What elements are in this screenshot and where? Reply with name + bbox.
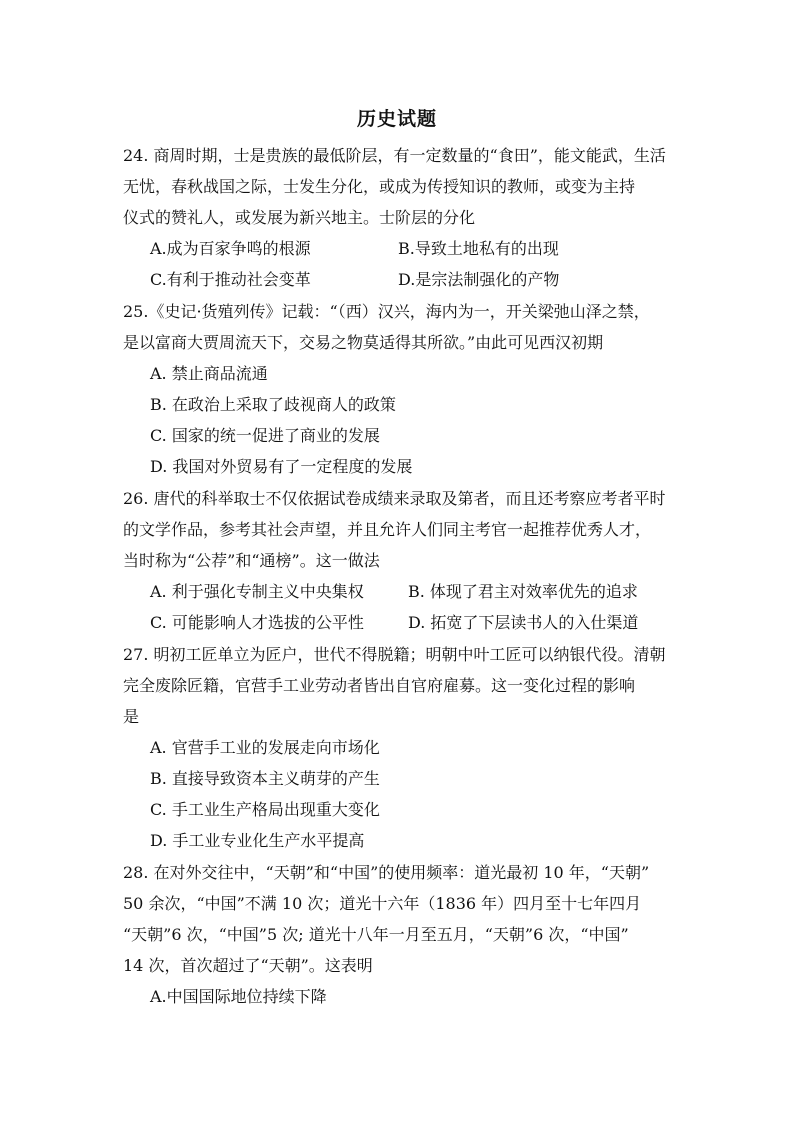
q28-stem-line: “天朝”6 次，“中国”5 次; 道光十八年一月至五月，“天朝”6 次，“中国” (123, 925, 629, 944)
q25-stem-line: 是以富商大贾周流天下，交易之物莫适得其所欲。”由此可见西汉初期 (123, 333, 604, 352)
page-title: 历史试题 (356, 108, 437, 130)
q27-option-a: A. 官营手工业的发展走向市场化 (150, 738, 380, 757)
q28-stem-line: 50 余次，“中国”不满 10 次；道光十六年（1836 年）四月至十七年四月 (123, 894, 642, 913)
q25-stem-line: 25.《史记·货殖列传》记载：“（西）汉兴，海内为一，开关梁弛山泽之禁， (123, 302, 650, 321)
q24-stem-line: 24. 商周时期，士是贵族的最低阶层，有一定数量的“食田”，能文能武，生活 (123, 146, 666, 165)
q27-option-b: B. 直接导致资本主义萌芽的产生 (150, 769, 380, 788)
q28-stem-line: 28. 在对外交往中，“天朝”和“中国”的使用频率：道光最初 10 年，“天朝” (123, 863, 650, 882)
q25-option-b: B. 在政治上采取了歧视商人的政策 (150, 395, 396, 414)
q26-option-b: B. 体现了君主对效率优先的追求 (408, 582, 638, 601)
q27-stem-line: 完全废除匠籍，官营手工业劳动者皆出自官府雇募。这一变化过程的影响 (123, 676, 636, 695)
q27-option-c: C. 手工业生产格局出现重大变化 (150, 800, 380, 819)
q24-option-c: C.有利于推动社会变革 (150, 270, 311, 289)
q25-option-d: D. 我国对外贸易有了一定程度的发展 (150, 457, 413, 476)
q24-option-b: B.导致土地私有的出现 (398, 239, 559, 258)
q26-stem-line: 26. 唐代的科举取士不仅依据试卷成绩来录取及第者，而且还考察应考者平时 (123, 489, 666, 508)
q26-stem-line: 当时称为“公荐”和“通榜”。这一做法 (123, 551, 380, 570)
q24-option-a: A.成为百家争鸣的根源 (150, 239, 311, 258)
q28-option-a: A.中国国际地位持续下降 (150, 987, 327, 1006)
q24-option-d: D.是宗法制强化的产物 (398, 270, 560, 289)
q27-stem-line: 27. 明初工匠单立为匠户，世代不得脱籍；明朝中叶工匠可以纳银代役。清朝 (123, 645, 666, 664)
q24-stem-line: 无忧，春秋战国之际，士发生分化，或成为传授知识的教师，或变为主持 (123, 177, 636, 196)
q25-option-a: A. 禁止商品流通 (150, 364, 268, 383)
q27-stem-line: 是 (123, 707, 140, 726)
q28-stem-line: 14 次，首次超过了“天朝”。这表明 (123, 956, 373, 975)
q26-option-d: D. 拓宽了下层读书人的入仕渠道 (408, 613, 639, 632)
q27-option-d: D. 手工业专业化生产水平提高 (150, 831, 365, 850)
q24-stem-line: 仪式的赞礼人，或发展为新兴地主。士阶层的分化 (123, 208, 476, 227)
q26-option-a: A. 利于强化专制主义中央集权 (150, 582, 364, 601)
q26-stem-line: 的文学作品，参考其社会声望，并且允许人们同主考官一起推荐优秀人才， (123, 520, 652, 539)
q25-option-c: C. 国家的统一促进了商业的发展 (150, 426, 380, 445)
q26-option-c: C. 可能影响人才选拔的公平性 (150, 613, 364, 632)
